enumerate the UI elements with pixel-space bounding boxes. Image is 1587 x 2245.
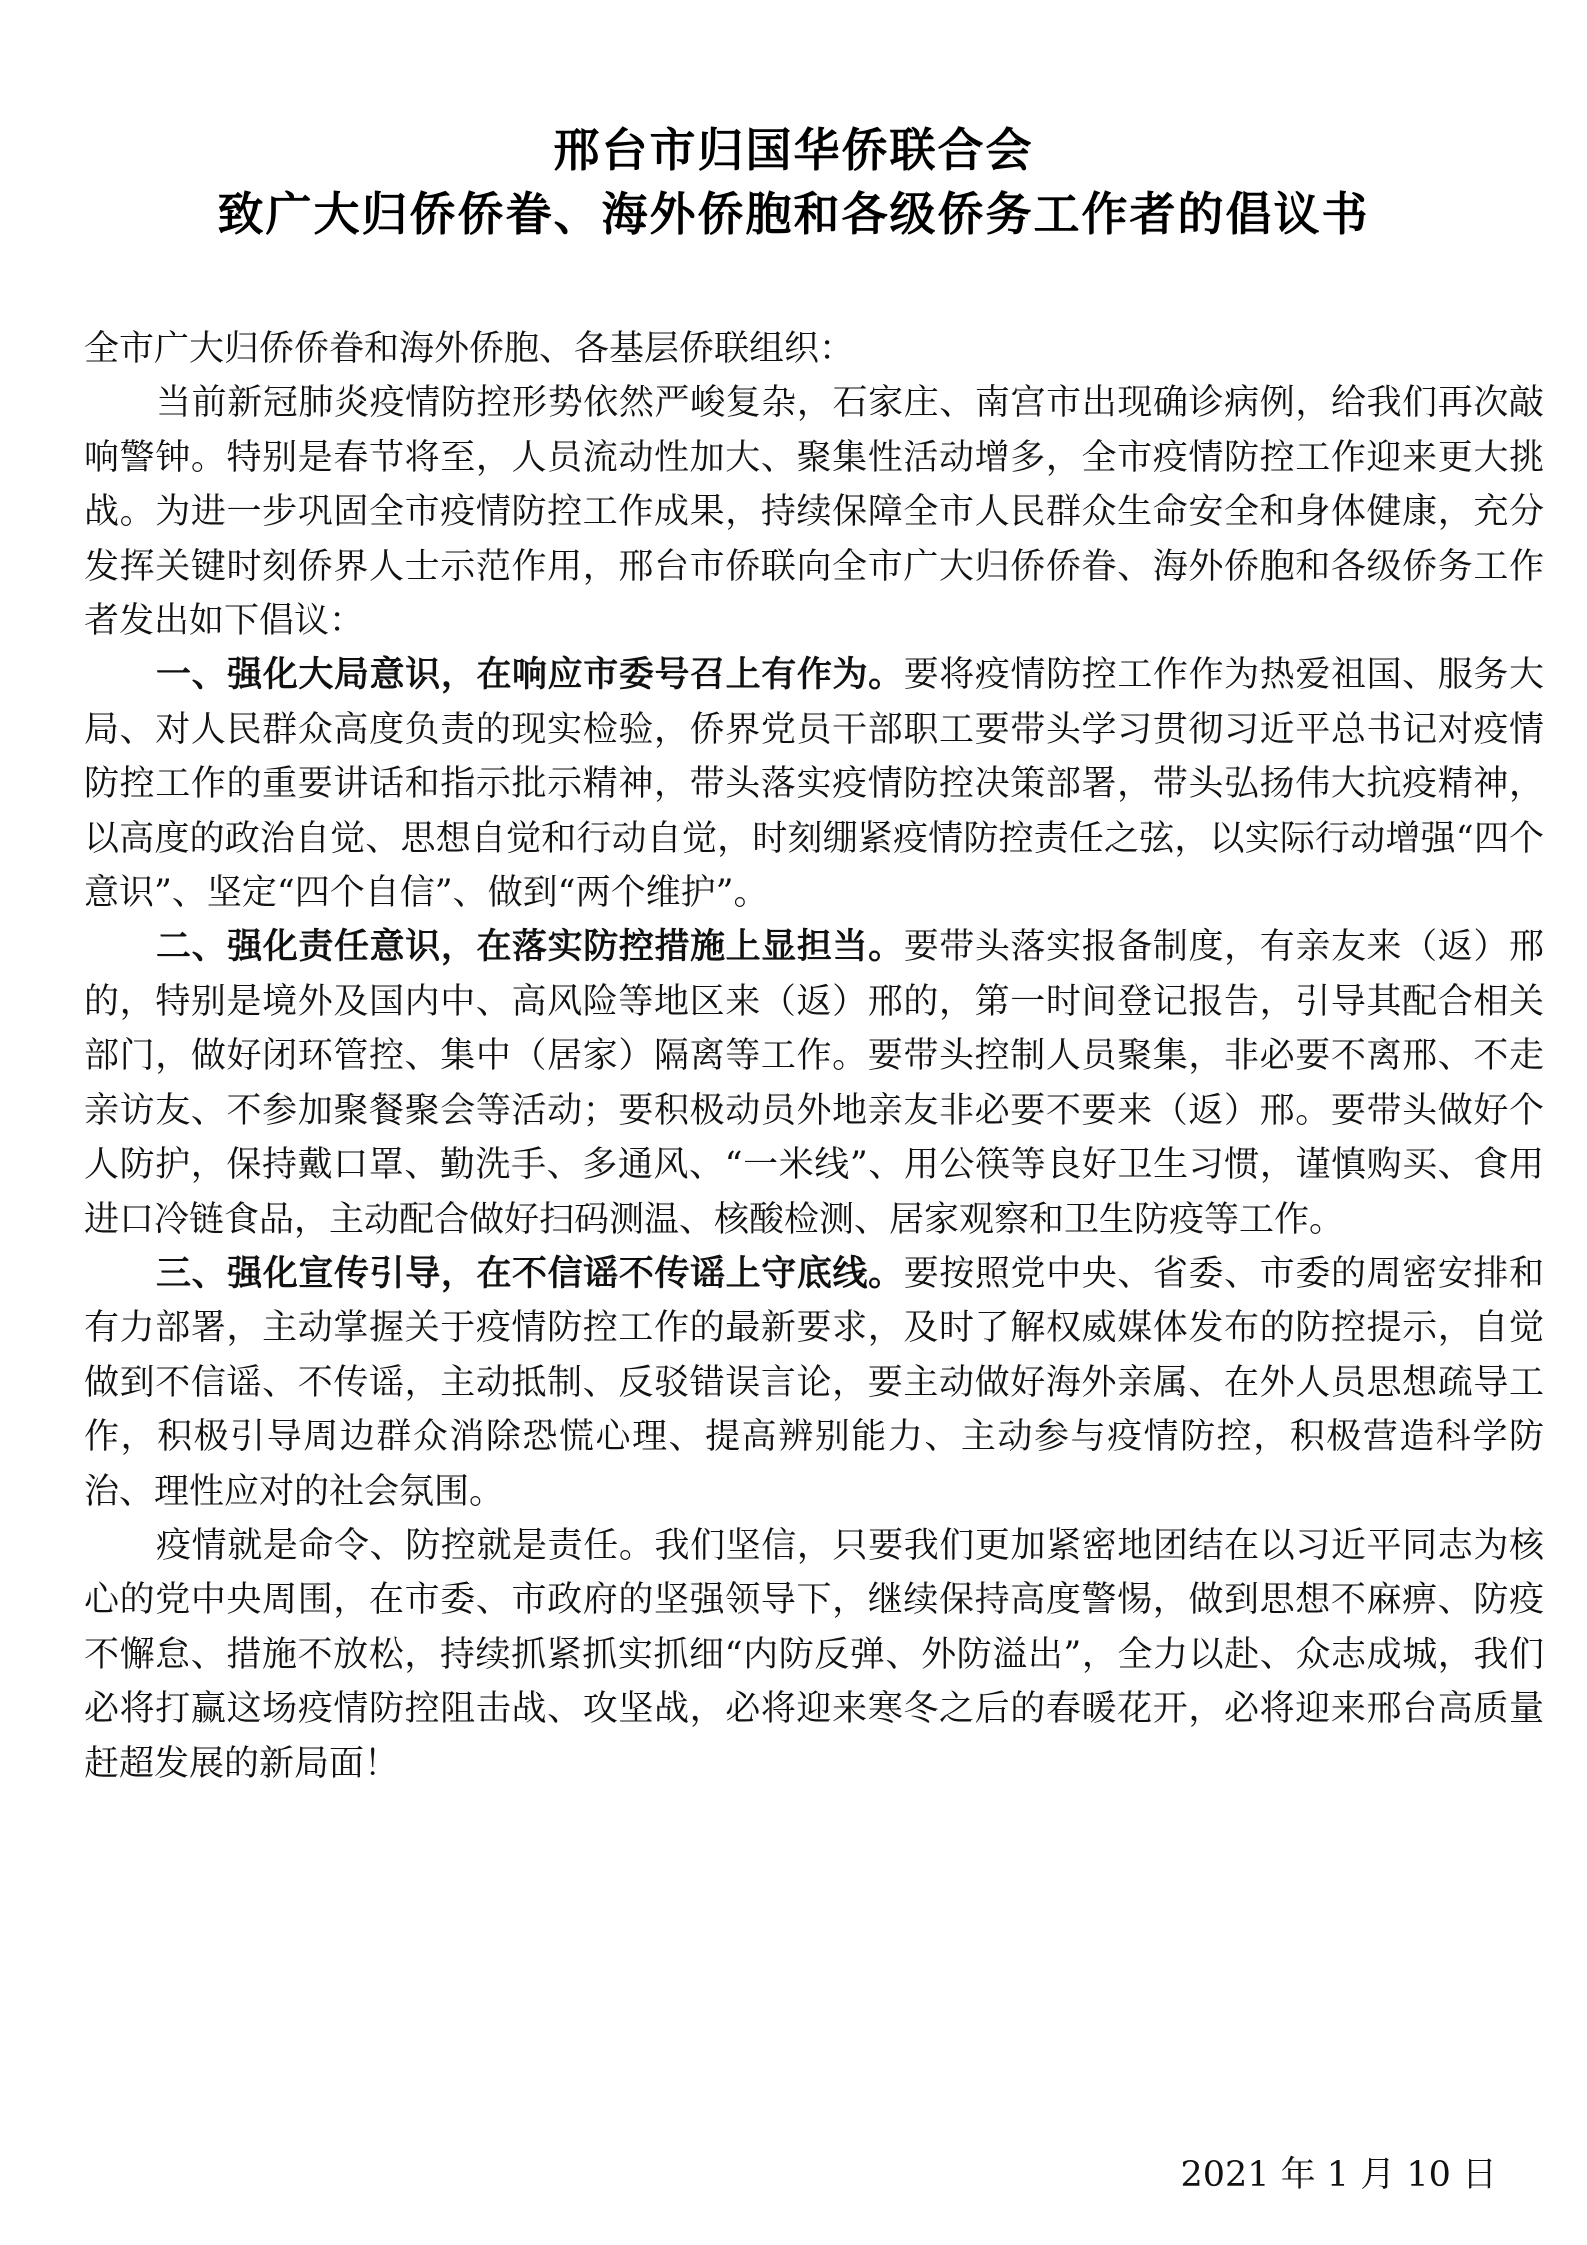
title-line-organization: 邢台市归国华侨联合会 bbox=[553, 123, 1034, 177]
closing-paragraph: 疫情就是命令、防控就是责任。我们坚信，只要我们更加紧密地团结在以习近平同志为核心的党中央周围，在市委、市政府的坚强领导下，继续保持高度警惕，做到思想不麻痹、防疫不懈怠、措施不放松，持续抓紧抓实抓细“内防反弹、外防溢出”，全力以赴、众志成城，我们必将打赢这场疫情防控阻击战、攻坚战，必将迎来寒冬之后的春暖花开，必将迎来邢台高质量赶超发展的新局面！ bbox=[84, 1525, 1544, 1784]
document-date: 2021 年 1 月 10 日 bbox=[1180, 2155, 1497, 2195]
section-paragraph-1 bbox=[84, 648, 1544, 920]
section-text-3: 要按照党中央、省委、市委的周密安排和有力部署，主动掌握关于疫情防控工作的最新要求，及时了解权威媒体发布的防控提示，自觉做到不信谣、不传谣，主动抵制、反驳错误言论，要主动做好海外亲属、在外人员思想疏导工作，积极引导周边群众消除恐慌心理、提高辨别能力、主动参与疫情防控，积极营造科学防治、理性应对的社会氛围。 bbox=[84, 1253, 1544, 1512]
section-paragraph-3 bbox=[84, 1247, 1544, 1519]
section-text-2: 要带头落实报备制度，有亲友来（返）邢的，特别是境外及国内中、高风险等地区来（返）邢的，第一时间登记报告，引导其配合相关部门，做好闭环管控、集中（居家）隔离等工作。要带头控制人员聚集，非必要不离邢、不走亲访友、不参加聚餐聚会等活动；要积极动员外地亲友非必要不要来（返）邢。要带头做好个人防护，保持戴口罩、勤洗手、多通风、“一米线”、用公筷等良好卫生习惯，谨慎购买、食用进口冷链食品，主动配合做好扫码测温、核酸检测、居家观察和卫生防疫等工作。 bbox=[84, 927, 1544, 1240]
section-text-1: 要将疫情防控工作作为热爱祖国、服务大局、对人民群众高度负责的现实检验，侨界党员干部职工要带头学习贯彻习近平总书记对疫情防控工作的重要讲话和指示批示精神，带头落实疫情防控决策部署，带头弘扬伟大抗疫精神，以高度的政治自觉、思想自觉和行动自觉，时刻绷紧疫情防控责任之弦，以实际行动增强“四个意识”、坚定“四个自信”、做到“两个维护”。 bbox=[84, 655, 1544, 914]
title-line-proposal: 致广大归侨侨眷、海外侨胞和各级侨务工作者的倡议书 bbox=[217, 187, 1370, 241]
section-paragraph-2 bbox=[84, 920, 1544, 1246]
document-body bbox=[84, 322, 1544, 1791]
section-heading-3: 三、强化宣传引导，在不信谣不传谣上守底线。 bbox=[156, 1253, 904, 1294]
section-heading-2: 二、强化责任意识，在落实防控措施上显担当。 bbox=[156, 927, 904, 968]
document-title bbox=[0, 118, 1587, 246]
intro-paragraph: 当前新冠肺炎疫情防控形势依然严峻复杂，石家庄、南宫市出现确诊病例，给我们再次敲响警钟。特别是春节将至，人员流动性加大、聚集性活动增多，全市疫情防控工作迎来更大挑战。为进一步巩固全市疫情防控工作成果，持续保障全市人民群众生命安全和身体健康，充分发挥关键时刻侨界人士示范作用，邢台市侨联向全市广大归侨侨眷、海外侨胞和各级侨务工作者发出如下倡议： bbox=[84, 383, 1544, 642]
salutation: 全市广大归侨侨眷和海外侨胞、各基层侨联组织： bbox=[84, 329, 855, 369]
section-heading-1: 一、强化大局意识，在响应市委号召上有作为。 bbox=[156, 655, 904, 696]
